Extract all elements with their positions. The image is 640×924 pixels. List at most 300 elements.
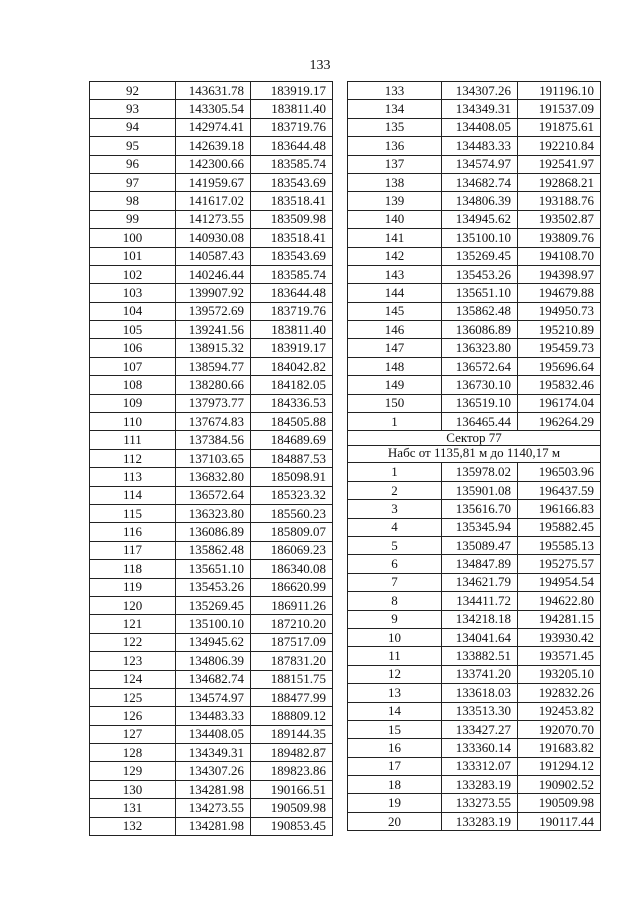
x-coordinate: 135651.10 [176,560,251,578]
point-number: 16 [348,739,442,757]
x-coordinate: 134806.39 [442,192,518,210]
table-row [90,376,333,394]
x-coordinate: 135862.48 [176,541,251,559]
y-coordinate: 188809.12 [251,707,333,725]
table-row [348,500,601,518]
x-coordinate: 138915.32 [176,339,251,357]
x-coordinate: 138280.66 [176,376,251,394]
x-coordinate: 136832.80 [176,468,251,486]
y-coordinate: 183543.69 [251,173,333,191]
table-row [348,628,601,646]
point-number: 110 [90,413,176,431]
x-coordinate: 142639.18 [176,137,251,155]
table-row [348,100,601,118]
y-coordinate: 183719.76 [251,302,333,320]
point-number: 144 [348,284,442,302]
table-row [90,284,333,302]
x-coordinate: 133360.14 [442,739,518,757]
table-row [348,284,601,302]
point-number: 132 [90,817,176,835]
point-number: 147 [348,339,442,357]
y-coordinate: 187210.20 [251,615,333,633]
y-coordinate: 195459.73 [518,339,601,357]
y-coordinate: 192210.84 [518,137,601,155]
x-coordinate: 139907.92 [176,284,251,302]
point-number: 14 [348,702,442,720]
x-coordinate: 133513.30 [442,702,518,720]
y-coordinate: 184042.82 [251,357,333,375]
x-coordinate: 134307.26 [176,762,251,780]
table-row [348,720,601,738]
x-coordinate: 143631.78 [176,82,251,100]
x-coordinate: 136086.89 [442,321,518,339]
y-coordinate: 184689.69 [251,431,333,449]
point-number: 148 [348,357,442,375]
y-coordinate: 183644.48 [251,284,333,302]
table-row [90,670,333,688]
point-number: 118 [90,560,176,578]
point-number: 111 [90,431,176,449]
x-coordinate: 134411.72 [442,592,518,610]
table-row [348,794,601,812]
x-coordinate: 134307.26 [442,82,518,100]
table-row [90,596,333,614]
x-coordinate: 134945.62 [176,633,251,651]
point-number: 107 [90,357,176,375]
y-coordinate: 187517.09 [251,633,333,651]
x-coordinate: 137973.77 [176,394,251,412]
y-coordinate: 192070.70 [518,720,601,738]
y-coordinate: 193809.76 [518,229,601,247]
point-number: 134 [348,100,442,118]
y-coordinate: 190509.98 [518,794,601,812]
table-row [90,82,333,100]
point-number: 135 [348,118,442,136]
y-coordinate: 184182.05 [251,376,333,394]
table-row [348,684,601,702]
y-coordinate: 193930.42 [518,628,601,646]
x-coordinate: 136519.10 [442,394,518,412]
point-number: 126 [90,707,176,725]
point-number: 104 [90,302,176,320]
page-number: 133 [309,58,331,73]
point-number: 11 [348,647,442,665]
point-number: 138 [348,173,442,191]
x-coordinate: 134273.55 [176,799,251,817]
y-coordinate: 183811.40 [251,100,333,118]
x-coordinate: 134483.33 [176,707,251,725]
x-coordinate: 134806.39 [176,652,251,670]
section-subheader-row [348,446,601,463]
point-number: 94 [90,118,176,136]
y-coordinate: 191196.10 [518,82,601,100]
y-coordinate: 191683.82 [518,739,601,757]
x-coordinate: 142300.66 [176,155,251,173]
table-row [90,449,333,467]
x-coordinate: 134349.31 [176,744,251,762]
x-coordinate: 133273.55 [442,794,518,812]
y-coordinate: 184887.53 [251,449,333,467]
point-number: 8 [348,592,442,610]
coordinates-table-right [347,81,601,831]
y-coordinate: 186620.99 [251,578,333,596]
y-coordinate: 183719.76 [251,118,333,136]
table-row [348,555,601,573]
x-coordinate: 136465.44 [442,413,518,431]
point-number: 114 [90,486,176,504]
point-number: 92 [90,82,176,100]
point-number: 140 [348,210,442,228]
point-number: 4 [348,518,442,536]
table-row [90,137,333,155]
table-row [90,394,333,412]
point-number: 99 [90,210,176,228]
table-row [90,541,333,559]
y-coordinate: 195210.89 [518,321,601,339]
point-number: 2 [348,481,442,499]
table-row [348,536,601,554]
table-row [90,155,333,173]
y-coordinate: 188151.75 [251,670,333,688]
point-number: 18 [348,776,442,794]
x-coordinate: 133882.51 [442,647,518,665]
y-coordinate: 189482.87 [251,744,333,762]
x-coordinate: 135616.70 [442,500,518,518]
x-coordinate: 142974.41 [176,118,251,136]
y-coordinate: 184336.53 [251,394,333,412]
x-coordinate: 141959.67 [176,173,251,191]
table-row [348,247,601,265]
table-row [348,302,601,320]
table-row [90,413,333,431]
point-number: 142 [348,247,442,265]
y-coordinate: 191537.09 [518,100,601,118]
point-number: 3 [348,500,442,518]
x-coordinate: 137103.65 [176,449,251,467]
point-number: 129 [90,762,176,780]
table-row [348,592,601,610]
x-coordinate: 134041.64 [442,628,518,646]
table-row [348,376,601,394]
y-coordinate: 183919.17 [251,339,333,357]
table-row [348,573,601,591]
point-number: 137 [348,155,442,173]
y-coordinate: 195882.45 [518,518,601,536]
point-number: 106 [90,339,176,357]
point-number: 125 [90,688,176,706]
table-row [90,523,333,541]
table-row [90,799,333,817]
table-row [348,192,601,210]
point-number: 150 [348,394,442,412]
table-row [348,702,601,720]
point-number: 124 [90,670,176,688]
table-row [90,762,333,780]
point-number: 136 [348,137,442,155]
table-row [90,633,333,651]
y-coordinate: 183518.41 [251,229,333,247]
x-coordinate: 133741.20 [442,665,518,683]
x-coordinate: 135453.26 [176,578,251,596]
x-coordinate: 135345.94 [442,518,518,536]
table-row [348,137,601,155]
y-coordinate: 185560.23 [251,504,333,522]
y-coordinate: 190853.45 [251,817,333,835]
y-coordinate: 195832.46 [518,376,601,394]
x-coordinate: 141273.55 [176,210,251,228]
y-coordinate: 190117.44 [518,812,601,830]
point-number: 10 [348,628,442,646]
y-coordinate: 191875.61 [518,118,601,136]
x-coordinate: 133618.03 [442,684,518,702]
x-coordinate: 138594.77 [176,357,251,375]
table-row [90,118,333,136]
y-coordinate: 193502.87 [518,210,601,228]
table-row [90,486,333,504]
point-number: 122 [90,633,176,651]
point-number: 6 [348,555,442,573]
table-row [90,504,333,522]
x-coordinate: 135269.45 [176,596,251,614]
x-coordinate: 133283.19 [442,776,518,794]
y-coordinate: 185098.91 [251,468,333,486]
point-number: 102 [90,265,176,283]
point-number: 127 [90,725,176,743]
table-row [348,265,601,283]
table-row [90,247,333,265]
table-row [90,560,333,578]
table-row [348,321,601,339]
table-row [348,812,601,830]
point-number: 141 [348,229,442,247]
y-coordinate: 195275.57 [518,555,601,573]
x-coordinate: 133312.07 [442,757,518,775]
y-coordinate: 187831.20 [251,652,333,670]
table-row [90,652,333,670]
x-coordinate: 139572.69 [176,302,251,320]
y-coordinate: 189144.35 [251,725,333,743]
point-number: 133 [348,82,442,100]
x-coordinate: 134408.05 [442,118,518,136]
y-coordinate: 193571.45 [518,647,601,665]
y-coordinate: 189823.86 [251,762,333,780]
x-coordinate: 135100.10 [442,229,518,247]
point-number: 15 [348,720,442,738]
point-number: 98 [90,192,176,210]
point-number: 116 [90,523,176,541]
y-coordinate: 188477.99 [251,688,333,706]
point-number: 100 [90,229,176,247]
table-row [90,744,333,762]
point-number: 112 [90,449,176,467]
y-coordinate: 194281.15 [518,610,601,628]
table-row [348,413,601,431]
y-coordinate: 183518.41 [251,192,333,210]
y-coordinate: 183509.98 [251,210,333,228]
x-coordinate: 134281.98 [176,817,251,835]
section-subtitle: Набс от 1135,81 м до 1140,17 м [348,446,601,463]
table-row [90,192,333,210]
point-number: 17 [348,757,442,775]
section-title: Сектор 77 [348,431,601,446]
y-coordinate: 186069.23 [251,541,333,559]
x-coordinate: 136730.10 [442,376,518,394]
coordinates-table-left [89,81,333,836]
y-coordinate: 196174.04 [518,394,601,412]
y-coordinate: 183644.48 [251,137,333,155]
x-coordinate: 139241.56 [176,321,251,339]
table-row [90,468,333,486]
y-coordinate: 194398.97 [518,265,601,283]
y-coordinate: 195696.64 [518,357,601,375]
y-coordinate: 193188.76 [518,192,601,210]
point-number: 149 [348,376,442,394]
point-number: 13 [348,684,442,702]
table-row [90,578,333,596]
section-header-row [348,431,601,446]
point-number: 121 [90,615,176,633]
y-coordinate: 186340.08 [251,560,333,578]
point-number: 9 [348,610,442,628]
x-coordinate: 134408.05 [176,725,251,743]
point-number: 146 [348,321,442,339]
x-coordinate: 134574.97 [176,688,251,706]
table-row [90,615,333,633]
point-number: 93 [90,100,176,118]
table-row [90,210,333,228]
x-coordinate: 135862.48 [442,302,518,320]
y-coordinate: 196264.29 [518,413,601,431]
x-coordinate: 134682.74 [176,670,251,688]
table-row [90,173,333,191]
point-number: 145 [348,302,442,320]
y-coordinate: 194950.73 [518,302,601,320]
table-row [348,394,601,412]
y-coordinate: 186911.26 [251,596,333,614]
point-number: 95 [90,137,176,155]
x-coordinate: 135901.08 [442,481,518,499]
table-row [90,431,333,449]
point-number: 96 [90,155,176,173]
table-row [348,357,601,375]
point-number: 1 [348,463,442,481]
y-coordinate: 184505.88 [251,413,333,431]
point-number: 108 [90,376,176,394]
x-coordinate: 134349.31 [442,100,518,118]
y-coordinate: 192453.82 [518,702,601,720]
point-number: 109 [90,394,176,412]
table-row [90,817,333,835]
point-number: 5 [348,536,442,554]
point-number: 20 [348,812,442,830]
point-number: 139 [348,192,442,210]
x-coordinate: 134483.33 [442,137,518,155]
y-coordinate: 185809.07 [251,523,333,541]
table-row [90,100,333,118]
x-coordinate: 134621.79 [442,573,518,591]
y-coordinate: 183585.74 [251,265,333,283]
table-row [90,339,333,357]
y-coordinate: 193205.10 [518,665,601,683]
table-row [348,610,601,628]
table-row [90,302,333,320]
y-coordinate: 183585.74 [251,155,333,173]
y-coordinate: 190902.52 [518,776,601,794]
table-row [348,82,601,100]
point-number: 117 [90,541,176,559]
x-coordinate: 136572.64 [176,486,251,504]
table-row [348,463,601,481]
table-row [90,229,333,247]
y-coordinate: 190166.51 [251,780,333,798]
point-number: 123 [90,652,176,670]
point-number: 12 [348,665,442,683]
y-coordinate: 183811.40 [251,321,333,339]
y-coordinate: 196437.59 [518,481,601,499]
point-number: 1 [348,413,442,431]
point-number: 97 [90,173,176,191]
x-coordinate: 140587.43 [176,247,251,265]
y-coordinate: 183919.17 [251,82,333,100]
y-coordinate: 190509.98 [251,799,333,817]
x-coordinate: 135453.26 [442,265,518,283]
table-row [90,725,333,743]
table-row [90,707,333,725]
x-coordinate: 137674.83 [176,413,251,431]
point-number: 113 [90,468,176,486]
x-coordinate: 134682.74 [442,173,518,191]
y-coordinate: 192541.97 [518,155,601,173]
y-coordinate: 192868.21 [518,173,601,191]
x-coordinate: 137384.56 [176,431,251,449]
x-coordinate: 133427.27 [442,720,518,738]
x-coordinate: 134218.18 [442,610,518,628]
x-coordinate: 135089.47 [442,536,518,554]
point-number: 128 [90,744,176,762]
table-row [90,780,333,798]
y-coordinate: 194954.54 [518,573,601,591]
point-number: 19 [348,794,442,812]
x-coordinate: 135100.10 [176,615,251,633]
table-row [348,757,601,775]
point-number: 115 [90,504,176,522]
x-coordinate: 135269.45 [442,247,518,265]
point-number: 143 [348,265,442,283]
point-number: 120 [90,596,176,614]
x-coordinate: 140930.08 [176,229,251,247]
point-number: 130 [90,780,176,798]
x-coordinate: 141617.02 [176,192,251,210]
y-coordinate: 194108.70 [518,247,601,265]
point-number: 131 [90,799,176,817]
y-coordinate: 194622.80 [518,592,601,610]
x-coordinate: 133283.19 [442,812,518,830]
table-row [348,173,601,191]
x-coordinate: 136086.89 [176,523,251,541]
table-row [90,688,333,706]
y-coordinate: 196503.96 [518,463,601,481]
point-number: 101 [90,247,176,265]
x-coordinate: 135651.10 [442,284,518,302]
point-number: 103 [90,284,176,302]
table-row [90,265,333,283]
y-coordinate: 185323.32 [251,486,333,504]
x-coordinate: 136572.64 [442,357,518,375]
table-row [90,357,333,375]
x-coordinate: 134945.62 [442,210,518,228]
x-coordinate: 136323.80 [176,504,251,522]
table-row [348,481,601,499]
